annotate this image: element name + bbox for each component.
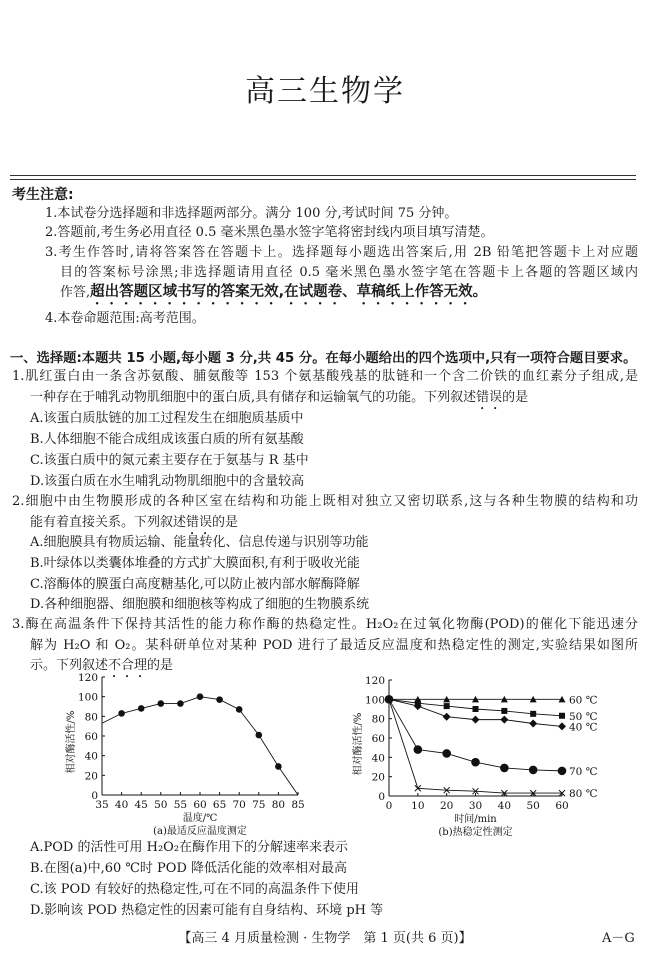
- y-tick-label: 0: [91, 790, 98, 802]
- answer-option-b: B.叶绿体以类囊体堆叠的方式扩大膜面积,有利于吸收光能: [30, 556, 360, 571]
- answer-option-d: D.各种细胞器、细胞膜和细胞核等构成了细胞的生物膜系统: [30, 597, 370, 612]
- answer-option-c: C.溶酶体的膜蛋白高度糖基化,可以防止被内部水解酶降解: [30, 577, 360, 592]
- data-point: [559, 713, 565, 719]
- y-tick-label: 100: [77, 691, 98, 704]
- x-tick-label: 60: [193, 799, 207, 811]
- text-segment: 作答,: [60, 285, 91, 300]
- data-point: [471, 758, 480, 767]
- text-segment: 一种存在于哺乳动物肌细胞中的蛋白质,具有储存和运输氧气的功能。下列叙述: [30, 390, 477, 405]
- data-point: [473, 706, 479, 712]
- y-tick-label: 40: [84, 750, 98, 763]
- text-segment: 的是: [212, 515, 239, 530]
- notice-item: [45, 225, 493, 241]
- divider-bottom: [10, 179, 636, 180]
- answer-option-a: A.细胞膜具有物质运输、能量转化、信息传递与识别等功能: [30, 535, 369, 550]
- x-tick-label: 50: [526, 800, 540, 812]
- data-point: [414, 745, 423, 754]
- text-segment: 3.酶在高温条件下保持其活性的能力称作酶的热稳定性。H₂O₂在过氧化物酶(POD)的催化下能迅速分: [12, 617, 638, 632]
- x-tick-label: 40: [114, 799, 129, 811]
- x-tick-label: 30: [468, 800, 483, 812]
- answer-option-a: A.POD 的活性可用 H₂O₂在酶作用下的分解速率来表示: [30, 840, 349, 855]
- data-point: [138, 705, 145, 712]
- answer-option-d: D.该蛋白质在水生哺乳动物肌细胞中的含量较高: [30, 474, 305, 489]
- emphasized-text: 错误: [476, 390, 503, 405]
- data-point: [256, 732, 263, 739]
- data-point: [236, 706, 243, 713]
- answer-option-c: C.该蛋白质中的氮元素主要存在于氨基与 R 基中: [30, 453, 309, 468]
- x-tick-label: 85: [291, 799, 305, 811]
- y-tick-label: 20: [371, 771, 385, 784]
- notice-item: [45, 206, 457, 222]
- emphasized-text: 超出答题区域书写的答案无效,在试题卷、草稿纸上作答无效。: [90, 284, 488, 300]
- text-segment: 1.肌红蛋白由一条含苏氨酸、脯氨酸等 153 个氨基酸残基的肽链和一个含二价铁的血红素分子组成,是: [12, 369, 638, 384]
- x-tick-label: 75: [252, 799, 266, 811]
- data-point: [558, 722, 566, 730]
- x-tick-label: 55: [173, 799, 188, 811]
- data-point: [197, 693, 204, 700]
- y-tick-label: 20: [84, 770, 98, 783]
- data-point: [216, 696, 223, 703]
- section-heading: 一、选择题:本题共 15 小题,每小题 3 分,共 45 分。在每小题给出的四个选项中,只有一项符合题目要求。: [10, 351, 637, 366]
- data-point: [442, 749, 451, 758]
- x-tick-label: 40: [497, 800, 512, 812]
- text-segment: 2.细胞中由生物膜形成的各种区室在结构和功能上既相对独立又密切联系,这与各种生物膜的结构和功: [12, 494, 638, 509]
- question-stem: [12, 369, 638, 385]
- x-tick-label: 60: [555, 800, 569, 812]
- notice-item: [60, 265, 638, 281]
- text-segment: 4.本卷命题范围:高考范围。: [45, 311, 205, 326]
- answer-option-d: D.影响该 POD 热稳定性的因素可能有自身结构、环境 pH 等: [30, 903, 384, 918]
- text-segment: 能有着直接关系。下列叙述: [30, 515, 187, 530]
- series-label: 40 ℃: [569, 721, 598, 734]
- text-segment: 2.答题前,考生务必用直径 0.5 毫米黑色墨水签字笔将密封线内项目填写清楚。: [45, 225, 494, 240]
- answer-option-c: C.该 POD 有较好的热稳定性,可在不同的高温条件下使用: [30, 882, 359, 897]
- x-axis-label: 温度/℃: [182, 813, 218, 824]
- data-point: [158, 700, 165, 707]
- y-tick-label: 80: [84, 711, 98, 724]
- chart-optimal-temperature: [60, 670, 320, 840]
- series-label: 70 ℃: [569, 765, 598, 778]
- series-label: 80 ℃: [569, 788, 598, 801]
- notice-item: [45, 245, 638, 261]
- x-tick-label: 50: [154, 799, 168, 811]
- text-segment: 的是: [147, 658, 174, 673]
- data-point: [443, 713, 451, 721]
- text-segment: 3.考生作答时,请将答案答在答题卡上。选择题每小题选出答案后,用 2B 铅笔把答题卡上对应题: [45, 245, 638, 260]
- question-stem: [12, 494, 638, 510]
- data-point: [500, 764, 509, 773]
- data-point: [501, 708, 507, 714]
- x-axis-label: 时间/min: [454, 814, 497, 825]
- data-point: [118, 710, 125, 717]
- y-tick-label: 80: [371, 713, 385, 726]
- notice-heading: 考生注意:: [12, 187, 74, 203]
- question-stem: [30, 638, 638, 654]
- y-tick-label: 0: [378, 791, 385, 803]
- y-axis-label: 相对酶活性/%: [66, 710, 77, 774]
- data-point: [444, 703, 450, 709]
- y-tick-label: 60: [84, 731, 98, 743]
- data-point: [177, 700, 184, 707]
- data-point: [529, 720, 537, 728]
- text-segment: 目的答案标号涂黑;非选择题请用直径 0.5 毫米黑色墨水签字笔在答题卡上各题的答题区域内: [60, 265, 638, 280]
- answer-option-b: B.在图(a)中,60 ℃时 POD 降低活化能的效率相对最高: [30, 861, 348, 876]
- question-stem: [30, 390, 528, 413]
- x-tick-label: 0: [385, 800, 393, 812]
- y-tick-label: 40: [371, 752, 385, 765]
- series-label: 60 ℃: [569, 694, 598, 707]
- footer-version: A－G: [602, 931, 635, 946]
- text-segment: 1.本试卷分选择题和非选择题两部分。满分 100 分,考试时间 75 分钟。: [45, 206, 458, 221]
- text-segment: 的是: [502, 390, 529, 405]
- data-point: [530, 711, 536, 717]
- x-tick-label: 45: [134, 799, 148, 811]
- emphasized-text: 不合理: [108, 658, 148, 673]
- text-segment: 示。下列叙述: [30, 658, 109, 673]
- divider-top: [10, 175, 636, 176]
- y-tick-label: 120: [364, 675, 385, 687]
- question-stem: [12, 617, 638, 633]
- data-point: [558, 767, 567, 776]
- chart-thermal-stability: [355, 670, 645, 840]
- x-tick-label: 70: [232, 799, 246, 811]
- page-title: 高三生物学: [245, 74, 405, 109]
- data-point: [472, 716, 480, 724]
- data-point: [529, 766, 538, 775]
- x-tick-label: 10: [411, 800, 425, 812]
- y-tick-label: 100: [364, 694, 385, 707]
- answer-option-b: B.人体细胞不能合成组成该蛋白质的所有氨基酸: [30, 432, 304, 447]
- chart-caption: (b)热稳定性测定: [438, 827, 513, 838]
- data-point: [500, 716, 508, 724]
- x-tick-label: 20: [439, 800, 454, 812]
- notice-item: [45, 311, 205, 327]
- emphasized-text: 错误: [186, 515, 213, 530]
- y-tick-label: 120: [77, 672, 98, 684]
- notice-item: [60, 284, 487, 308]
- chart-caption: (a)最适反应温度测定: [153, 826, 247, 837]
- text-segment: 解为 H₂O 和 O₂。某科研单位对某种 POD 进行了最适反应温度和热稳定性的测定,实验结果如图所: [30, 638, 638, 653]
- footer-page-info: 【高三 4 月质量检测 · 生物学 第 1 页(共 6 页)】: [178, 931, 472, 946]
- series-line: [102, 697, 298, 795]
- x-tick-label: 65: [212, 799, 227, 811]
- x-tick-label: 80: [271, 799, 286, 811]
- data-point: [275, 763, 282, 770]
- y-axis-label: 相对酶活性/%: [353, 712, 364, 776]
- x-tick-label: 35: [95, 799, 109, 811]
- answer-option-a: A.该蛋白质肽链的加工过程发生在细胞质基质中: [30, 411, 304, 426]
- y-tick-label: 60: [371, 733, 385, 745]
- series-label: 50 ℃: [569, 710, 598, 723]
